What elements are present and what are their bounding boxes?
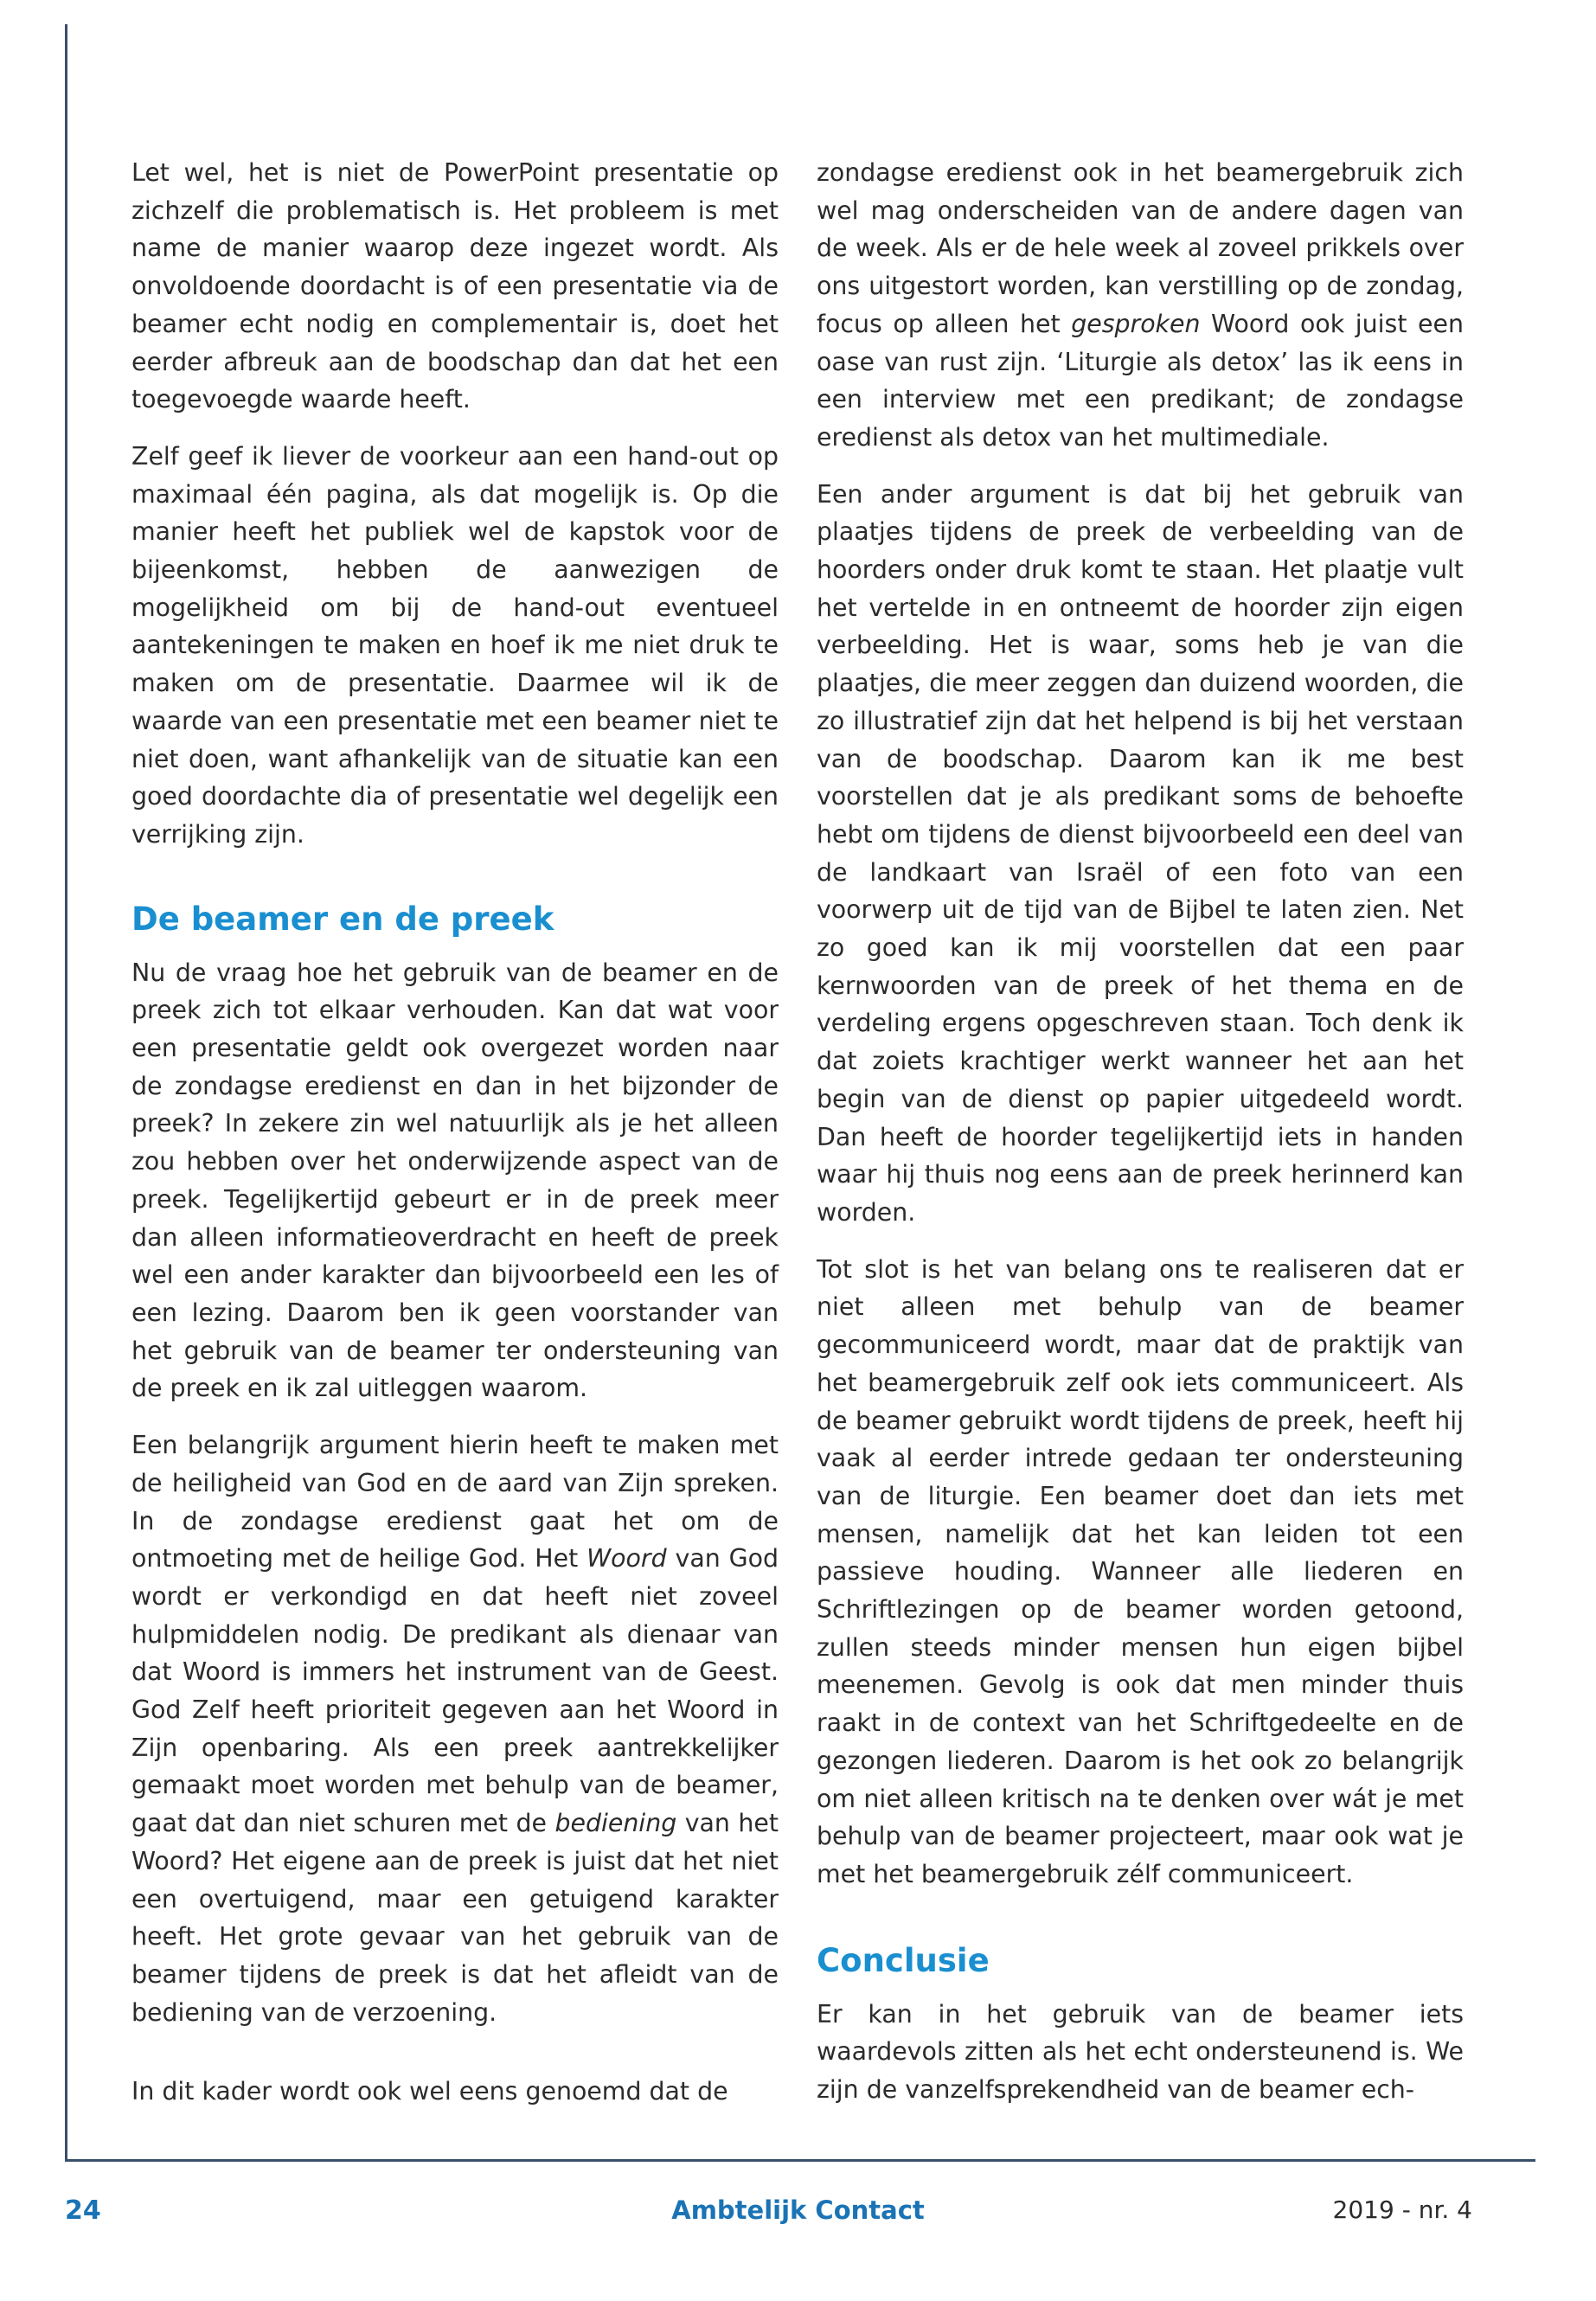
paragraph: Let wel, het is niet de PowerPoint presentatie op zichzelf die problematisch is. Het probleem is met name de manier waarop deze ingezet wordt. Als onvoldoende doordacht is of een presentatie via de beamer echt nodig en complementair is, doet het eerder afbreuk aan de boodschap dan dat het een toegevoegde waarde heeft. [131,158,779,414]
section-heading: Conclusie [817,1941,990,1979]
paragraph: Een belangrijk argument hierin heeft te maken met de heiligheid van God en de aard van Zijn spreken. In de zondagse eredienst gaat het om de ontmoeting met de heilige God. Het Woord van God wordt er verkondigd en dat heeft niet zoveel hulpmiddelen nodig. De predikant als dienaar van dat Woord is immers het instrument van de Geest. God Zelf heeft prioriteit gegeven aan het Woord in Zijn openbaring. Als een preek aantrekkelijker gemaakt moet worden met behulp van de beamer, gaat dat dan niet schuren met de bediening van het Woord? Het eigene aan de preek is juist dat het niet een overtuigend, maar een getuigend karakter heeft. Het grote gevaar van het gebruik van de beamer tijdens de preek is dat het afleidt van de bediening van de verzoening. [131,1431,779,2027]
paragraph: Nu de vraag hoe het gebruik van de beamer en de preek zich tot elkaar verhouden. Kan dat wat voor een presentatie geldt ook overgezet worden naar de zondagse eredienst en dan in het bijzonder de preek? In zekere zin wel natuurlijk als je het alleen zou hebben over het onderwijzende aspect van de preek. Tegelijkertijd gebeurt er in de preek meer dan alleen informatieoverdracht en heeft de preek wel een ander karakter dan bijvoorbeeld een les of een lezing. Daarom ben ik geen voorstander van het gebruik van de beamer ter ondersteuning van de preek en ik zal uitleggen waarom. [131,958,779,1403]
publication-title: Ambtelijk Contact [671,2195,925,2225]
page-number: 24 [65,2195,101,2226]
paragraph: Een ander argument is dat bij het gebruik van plaatjes tijdens de preek de verbeelding van de hoorders onder druk komt te staan. Het plaatje vult het vertelde in en ontneemt de hoorder zijn eigen verbeelding. Het is waar, soms heb je van die plaatjes, die meer zeggen dan duizend woorden, die zo illustratief zijn dat het helpend is bij het verstaan van de boodschap. Daarom kan ik me best voorstellen dat je als predikant soms de behoefte hebt om tijdens de dienst bijvoorbeeld een deel van de landkaart van Israël of een foto van een voorwerp uit de tijd van de Bijbel te laten zien. Net zo goed kan ik mij voorstellen dat een paar kernwoorden van de preek of het thema en de verdeling ergens opgeschreven staan. Toch denk ik dat zoiets krachtiger werkt wanneer het aan het begin van de dienst op papier uitgedeeld wordt. Dan heeft de hoorder tegelijkertijd iets in handen waar hij thuis nog eens aan de preek herinnerd kan worden. [817,479,1464,1227]
left-column [131,154,779,2111]
paragraph: In dit kader wordt ook wel eens genoemd dat de [131,2077,728,2106]
footer-rule [65,2159,1535,2162]
issue-label: 2019 - nr. 4 [1332,2195,1472,2224]
right-column [817,154,1464,2109]
paragraph: Tot slot is het van belang ons te realiseren dat er niet alleen met behulp van de beamer gecommuniceerd wordt, maar dat de praktijk van het beamergebruik zelf ook iets communiceert. Als de beamer gebruikt wordt tijdens de preek, heeft hij vaak al eerder intrede gedaan ter ondersteuning van de liturgie. Een beamer doet dan iets met mensen, namelijk dat het kan leiden tot een passieve houding. Wanneer alle liederen en Schriftlezingen op de beamer worden getoond, zullen steeds minder mensen hun eigen bijbel meenemen. Gevolg is ook dat men minder thuis raakt in de context van het Schriftgedeelte en de gezongen liederen. Daarom is het ook zo belangrijk om niet alleen kritisch na te denken over wát je met behulp van de beamer projecteert, maar ook wat je met het beamergebruik zélf communiceert. [817,1254,1464,1888]
paragraph: zondagse eredienst ook in het beamergebruik zich wel mag onderscheiden van de andere dagen van de week. Als er de hele week al zoveel prikkels over ons uitgestort worden, kan verstilling op de zondag, focus op alleen het gesproken Woord ook juist een oase van rust zijn. ‘Liturgie als detox’ las ik eens in een interview met een predikant; de zondagse eredienst als detox van het multimediale. [817,158,1464,452]
section-heading: De beamer en de preek [131,900,554,938]
paragraph: Zelf geef ik liever de voorkeur aan een hand-out op maximaal één pagina, als dat mogelijk is. Op die manier heeft het publiek wel de kapstok voor de bijeenkomst, hebben de aanwezigen de mogelijkheid om bij de hand-out eventueel aantekeningen te maken en hoef ik me niet druk te maken om de presentatie. Daarmee wil ik de waarde van een presentatie met een beamer niet te niet doen, want afhankelijk van de situatie kan een goed doordachte dia of presentatie wel degelijk een verrijking zijn. [131,441,779,849]
left-margin-rule [65,24,67,2161]
paragraph: Er kan in het gebruik van de beamer iets waardevols zitten als het echt ondersteunend is. We zijn de vanzelfsprekendheid van de beamer ech- [817,1999,1464,2105]
